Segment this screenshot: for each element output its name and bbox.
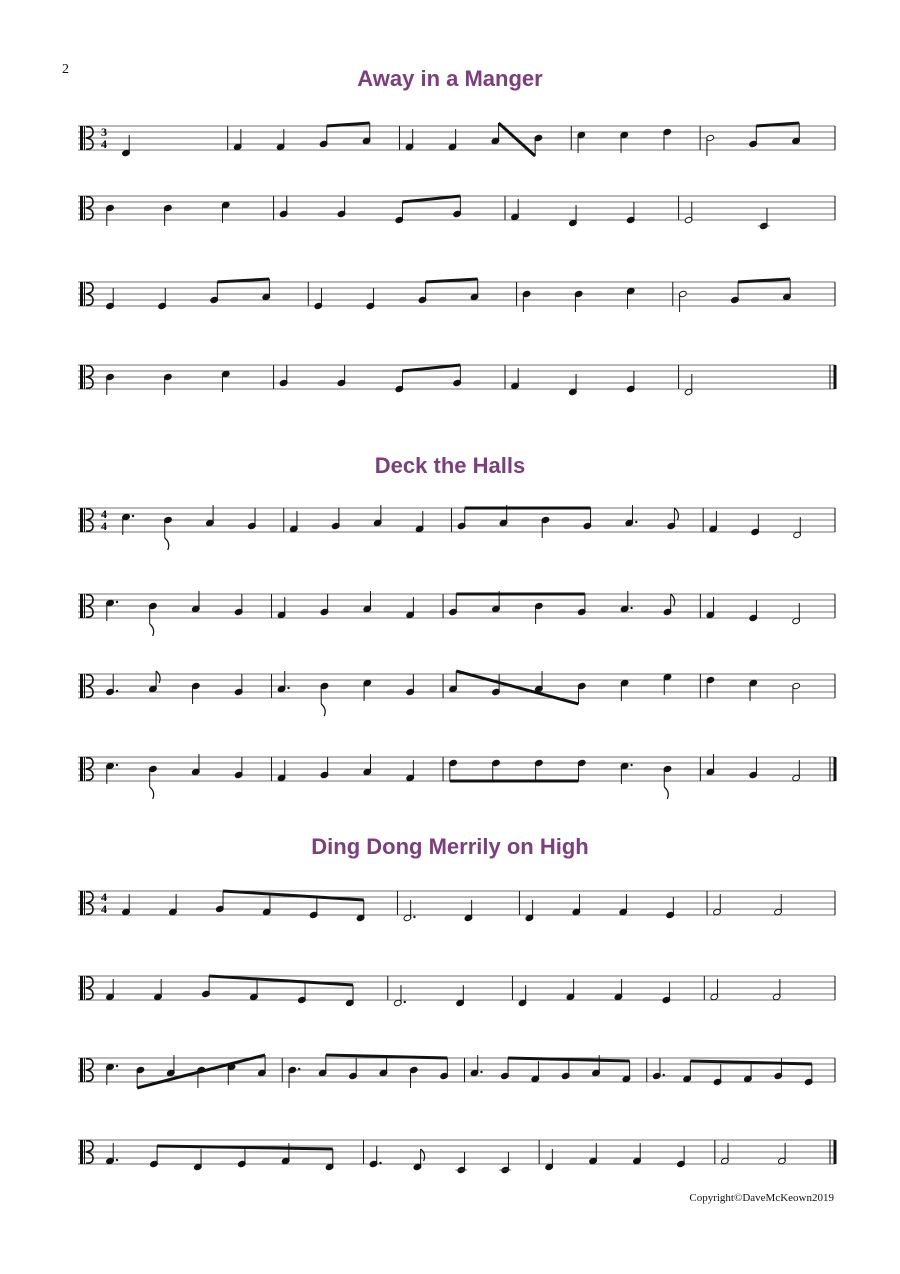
- note: [309, 897, 318, 919]
- note: [136, 1066, 145, 1088]
- note: [561, 1058, 570, 1080]
- beam: [402, 196, 460, 202]
- note: [574, 290, 583, 312]
- beam: [157, 1146, 333, 1149]
- copyright-notice: Copyright©DaveMcKeown2019: [689, 1192, 834, 1204]
- note: [164, 516, 173, 538]
- music-staff: [78, 353, 839, 413]
- note: [106, 204, 115, 226]
- note: [234, 674, 243, 696]
- note: [149, 602, 158, 624]
- note: [626, 371, 635, 393]
- note: [369, 1146, 381, 1168]
- note: [749, 600, 758, 622]
- note: [298, 982, 307, 1004]
- time-signature-denominator: 4: [101, 902, 107, 916]
- note: [191, 682, 200, 704]
- note: [406, 674, 415, 696]
- beam: [426, 279, 478, 282]
- note: [492, 759, 501, 781]
- note: [577, 594, 586, 616]
- note: [449, 594, 458, 616]
- note: [534, 134, 543, 156]
- note: [663, 765, 672, 787]
- note: [234, 594, 243, 616]
- beam: [508, 1058, 630, 1061]
- note: [164, 204, 173, 226]
- note: [535, 602, 544, 624]
- note: [706, 676, 715, 698]
- note: [731, 282, 740, 304]
- note: [749, 757, 758, 779]
- time-signature-denominator: 4: [101, 137, 107, 151]
- music-staff: [78, 270, 839, 330]
- note: [418, 282, 427, 304]
- note: [583, 508, 592, 530]
- note: [248, 508, 257, 530]
- beam: [756, 123, 799, 126]
- music-staff: [78, 582, 839, 642]
- note: [366, 288, 375, 310]
- note: [758, 208, 770, 230]
- song-title: Deck the Halls: [374, 453, 526, 478]
- note: [234, 757, 243, 779]
- note: [662, 982, 671, 1004]
- beam: [456, 671, 578, 704]
- note: [774, 1058, 783, 1080]
- note: [237, 1146, 246, 1168]
- note: [804, 1064, 813, 1086]
- note: [679, 290, 688, 312]
- note: [684, 202, 693, 224]
- note: [149, 765, 158, 787]
- note: [106, 288, 115, 310]
- note: [164, 373, 173, 395]
- note: [210, 282, 219, 304]
- note: [202, 976, 211, 998]
- note: [751, 514, 760, 536]
- note: [501, 1058, 510, 1080]
- note: [706, 134, 715, 156]
- music-staff: [78, 184, 839, 244]
- note: [288, 1066, 300, 1088]
- time-signature-numerator: 4: [101, 507, 107, 521]
- beam: [137, 1055, 265, 1088]
- music-staff: [78, 964, 839, 1024]
- note: [492, 674, 501, 696]
- note: [319, 126, 328, 148]
- note: [453, 365, 462, 387]
- note: [449, 759, 458, 781]
- note: [577, 759, 586, 781]
- beam: [738, 279, 790, 282]
- note: [320, 682, 329, 704]
- note: [666, 897, 675, 919]
- song-title: Away in a Manger: [357, 66, 543, 91]
- music-staff: [78, 745, 839, 805]
- note: [453, 196, 462, 218]
- note: [106, 373, 115, 395]
- beam: [326, 1055, 448, 1058]
- time-signature-numerator: 4: [101, 890, 107, 904]
- note: [158, 288, 167, 310]
- note: [106, 674, 118, 696]
- note: [331, 508, 340, 530]
- note: [663, 594, 672, 616]
- beam: [217, 279, 269, 282]
- note: [337, 365, 346, 387]
- note: [577, 682, 586, 704]
- note: [713, 1064, 722, 1086]
- note: [409, 1066, 418, 1088]
- music-staff: [78, 114, 839, 174]
- note: [749, 126, 758, 148]
- music-staff: [78, 496, 839, 556]
- note: [279, 365, 288, 387]
- note: [663, 128, 672, 150]
- note: [320, 757, 329, 779]
- beam: [209, 976, 353, 985]
- beam: [402, 365, 460, 371]
- note: [150, 1146, 159, 1168]
- music-staff: [78, 879, 839, 939]
- note: [522, 290, 531, 312]
- beam: [223, 891, 364, 900]
- note: [499, 1152, 511, 1174]
- beam: [690, 1061, 812, 1064]
- page-number: 2: [62, 62, 69, 77]
- note: [541, 516, 550, 538]
- note: [395, 371, 404, 393]
- beam: [327, 123, 370, 126]
- song-title: Ding Dong Merrily on High: [311, 834, 589, 859]
- beam: [499, 123, 536, 156]
- note: [457, 508, 466, 530]
- note: [314, 288, 323, 310]
- note: [652, 1058, 664, 1080]
- time-signature-numerator: 3: [101, 125, 107, 139]
- note: [349, 1058, 358, 1080]
- note: [792, 682, 801, 704]
- note: [677, 1146, 686, 1168]
- music-staff: [78, 1046, 839, 1106]
- note: [455, 1152, 467, 1174]
- note: [395, 202, 404, 224]
- music-staff: [78, 1128, 839, 1188]
- note: [626, 202, 635, 224]
- music-staff: [78, 662, 839, 722]
- note: [320, 594, 329, 616]
- note: [337, 196, 346, 218]
- note: [535, 759, 544, 781]
- note: [216, 891, 225, 913]
- note: [440, 1058, 449, 1080]
- note: [279, 196, 288, 218]
- time-signature-denominator: 4: [101, 519, 107, 533]
- note: [667, 508, 676, 530]
